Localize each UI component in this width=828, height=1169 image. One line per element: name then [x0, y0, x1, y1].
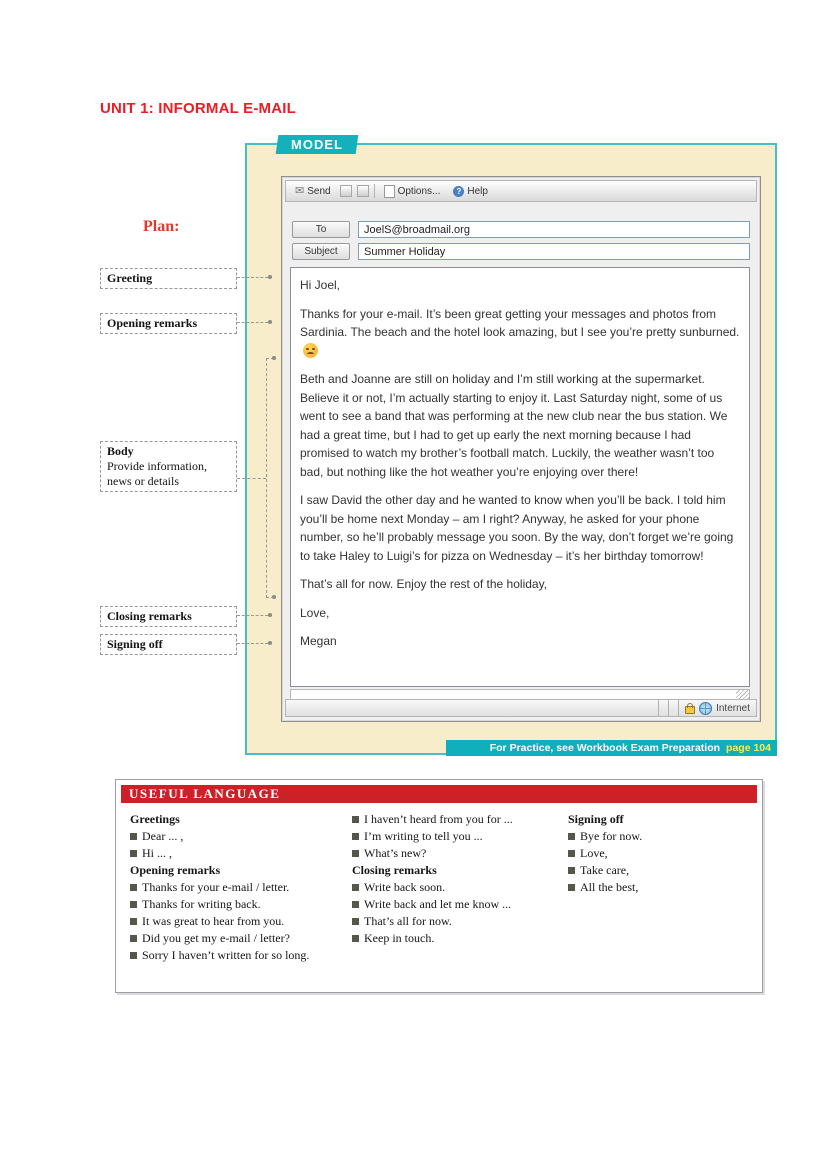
useful-language-item: [130, 947, 352, 964]
square-bullet-icon: [568, 867, 575, 874]
envelope-icon: ✉: [295, 185, 305, 197]
plan-label-greeting: Greeting: [100, 268, 237, 289]
square-bullet-icon: [130, 850, 137, 857]
useful-language-item-text: Thanks for writing back.: [142, 897, 261, 911]
useful-language-item: [352, 930, 568, 947]
useful-language-item: [568, 862, 754, 879]
plan-body-description: Provide information, news or details: [107, 459, 207, 488]
connector-bracket: [266, 358, 267, 598]
internet-zone-label: Internet: [716, 702, 750, 714]
email-paragraph-1-text: Thanks for your e-mail. It’s been great getting your messages and photos from Sardinia. The beach and the hotel look amazing, but I see you’re pretty sunburned.: [300, 306, 740, 339]
square-bullet-icon: [352, 884, 359, 891]
subject-row: [292, 243, 750, 260]
useful-language-columns: [130, 811, 754, 964]
email-window: [281, 176, 761, 722]
square-bullet-icon: [352, 901, 359, 908]
square-bullet-icon: [568, 850, 575, 857]
useful-language-item-text: Bye for now.: [580, 829, 643, 843]
status-security-cell: [678, 700, 756, 716]
useful-language-item-text: Thanks for your e-mail / letter.: [142, 880, 290, 894]
toolbar-divider: [374, 184, 375, 198]
useful-language-heading: Greetings: [130, 812, 180, 826]
useful-language-item: [352, 828, 568, 845]
email-toolbar: [285, 180, 757, 202]
useful-language-item-text: Keep in touch.: [364, 931, 435, 945]
connector-line: [237, 277, 268, 278]
model-tab: [276, 135, 359, 154]
email-signature: Megan: [300, 634, 337, 648]
square-bullet-icon: [568, 833, 575, 840]
connector-dot: [268, 320, 272, 324]
useful-language-heading: Closing remarks: [352, 863, 437, 877]
plan-label-opening-remarks: Opening remarks: [100, 313, 237, 334]
useful-language-item: [352, 913, 568, 930]
practice-page-reference: page 104: [726, 742, 771, 754]
print-icon[interactable]: [357, 185, 369, 197]
useful-language-item-text: What’s new?: [364, 846, 427, 860]
useful-language-item-text: Sorry I haven’t written for so long.: [142, 948, 310, 962]
message-body[interactable]: [290, 267, 750, 687]
useful-language-item: [568, 828, 754, 845]
useful-language-item-text: I haven’t heard from you for ...: [364, 812, 513, 826]
lock-icon: [685, 706, 695, 714]
square-bullet-icon: [130, 833, 137, 840]
email-paragraph-1: [300, 305, 740, 361]
to-field[interactable]: JoelS@broadmail.org: [358, 221, 750, 238]
connector-line: [237, 643, 268, 644]
useful-language-header: USEFUL LANGUAGE: [121, 785, 757, 803]
useful-language-item-text: Dear ... ,: [142, 829, 184, 843]
square-bullet-icon: [352, 816, 359, 823]
subject-button[interactable]: Subject: [292, 243, 350, 260]
square-bullet-icon: [130, 918, 137, 925]
useful-language-item: [130, 845, 352, 862]
useful-language-item-text: Write back and let me know ...: [364, 897, 512, 911]
connector-line: [237, 322, 268, 323]
practice-reference-text: For Practice, see Workbook Exam Preparation: [489, 742, 721, 754]
useful-language-item: [568, 879, 754, 896]
useful-language-item-text: Take care,: [580, 863, 630, 877]
square-bullet-icon: [352, 918, 359, 925]
plan-body-title: Body: [107, 444, 134, 458]
help-button[interactable]: [449, 185, 492, 198]
useful-language-heading: Signing off: [568, 812, 624, 826]
connector-line: [237, 478, 266, 479]
useful-language-item-text: Write back soon.: [364, 880, 446, 894]
subject-field[interactable]: Summer Holiday: [358, 243, 750, 260]
email-paragraph-3: I saw David the other day and he wanted to know when you’ll be back. I told him you’ll be home next Monday – am I right? Anyway, he asked for your phone number, so he’ll probably message you soon. By the way, don’t forget we’re going to take Haley to Luigi’s for pizza on Wednesday – it’s her birthday tomorrow!: [300, 493, 734, 563]
options-icon: [384, 185, 395, 198]
useful-language-item: [352, 879, 568, 896]
useful-language-item-text: Hi ... ,: [142, 846, 172, 860]
square-bullet-icon: [568, 884, 575, 891]
connector-dot: [272, 595, 276, 599]
model-tab-label: MODEL: [291, 137, 343, 152]
status-cell: [658, 700, 668, 716]
plan-heading: Plan:: [143, 218, 180, 235]
useful-language-heading: Opening remarks: [130, 863, 221, 877]
useful-language-column-2: [352, 811, 568, 964]
useful-language-column-1: [130, 811, 352, 964]
practice-reference-bar: [446, 740, 777, 756]
useful-language-item: [130, 913, 352, 930]
useful-language-item-text: It was great to hear from you.: [142, 914, 285, 928]
useful-language-item: [352, 896, 568, 913]
plan-label-closing-remarks: Closing remarks: [100, 606, 237, 627]
email-signoff: Love,: [300, 605, 330, 620]
square-bullet-icon: [352, 833, 359, 840]
useful-language-item-text: All the best,: [580, 880, 639, 894]
square-bullet-icon: [130, 952, 137, 959]
status-bar: [285, 699, 757, 717]
useful-language-box: [115, 779, 763, 993]
useful-language-item-text: Love,: [580, 846, 608, 860]
email-greeting: Hi Joel,: [300, 278, 341, 292]
to-row: [292, 221, 750, 238]
square-bullet-icon: [130, 935, 137, 942]
globe-icon: [699, 702, 712, 715]
question-icon: ?: [453, 186, 464, 197]
useful-language-item: [352, 811, 568, 828]
to-button[interactable]: To: [292, 221, 350, 238]
useful-language-item-text: I’m writing to tell you ...: [364, 829, 483, 843]
email-closing: That’s all for now. Enjoy the rest of the holiday,: [300, 577, 548, 591]
options-button[interactable]: [380, 184, 445, 199]
useful-language-item: [130, 879, 352, 896]
plan-label-signing-off: Signing off: [100, 634, 237, 655]
connector-dot: [268, 613, 272, 617]
useful-language-item: [352, 845, 568, 862]
connector-dot: [272, 356, 276, 360]
useful-language-column-3: [568, 811, 754, 964]
square-bullet-icon: [352, 850, 359, 857]
useful-language-item: [568, 845, 754, 862]
email-paragraph-2: Beth and Joanne are still on holiday and I’m still working at the supermarket. Believe it or not, I’m actually starting to enjoy it. Last Saturday night, some of us went to see a band that was performing at the new club near the bus station. We had a great time, but I had to get up early the next morning because I had promised to watch my brother’s football match. Luckily, the weather wasn’t too bad, but nothing like the hot weather you’re enjoying over there!: [300, 372, 728, 479]
send-button-label: Send: [307, 185, 331, 197]
status-cell: [668, 700, 678, 716]
send-button[interactable]: [291, 185, 335, 198]
useful-language-item-text: That’s all for now.: [364, 914, 452, 928]
connector-line: [237, 615, 268, 616]
attach-icon[interactable]: [340, 185, 352, 197]
useful-language-item-text: Did you get my e-mail / letter?: [142, 931, 290, 945]
unit-title: UNIT 1: INFORMAL E-MAIL: [100, 100, 296, 117]
connector-dot: [268, 275, 272, 279]
square-bullet-icon: [352, 935, 359, 942]
plan-label-body: [100, 441, 237, 492]
help-button-label: Help: [467, 185, 488, 197]
options-button-label: Options...: [397, 185, 441, 197]
useful-language-item: [130, 828, 352, 845]
useful-language-item: [130, 930, 352, 947]
square-bullet-icon: [130, 901, 137, 908]
sad-face-emoji-icon: [303, 343, 318, 358]
square-bullet-icon: [130, 884, 137, 891]
connector-dot: [268, 641, 272, 645]
useful-language-item: [130, 896, 352, 913]
